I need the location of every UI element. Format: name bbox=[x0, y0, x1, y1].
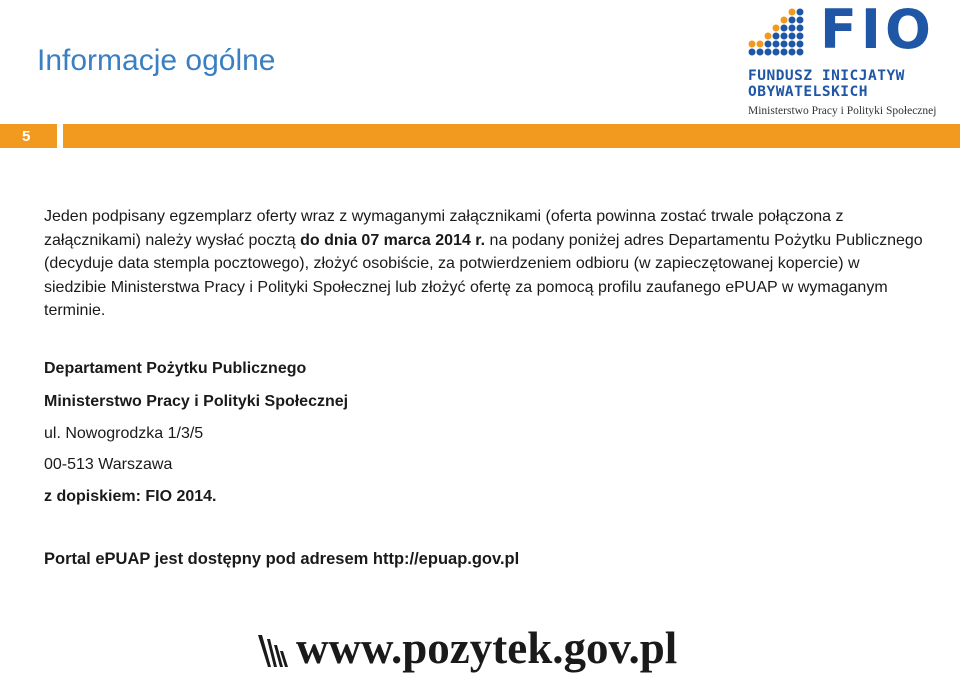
header-bar-divider bbox=[57, 124, 63, 148]
fio-logo bbox=[744, 0, 944, 122]
page-title: Informacje ogólne bbox=[37, 44, 276, 77]
page-number: 5 bbox=[22, 128, 31, 145]
logo-fio-text: FIO bbox=[820, 0, 935, 61]
address-street: ul. Nowogrodzka 1/3/5 bbox=[44, 425, 204, 442]
logo-line-1: FUNDUSZ INICJATYW bbox=[748, 68, 905, 84]
address-city: 00-513 Warszawa bbox=[44, 456, 173, 473]
fio-dots-icon bbox=[744, 8, 816, 60]
pozytek-hand-icon bbox=[254, 633, 292, 671]
deadline-text: do dnia 07 marca 2014 r. bbox=[300, 231, 486, 249]
footer-url: www.pozytek.gov.pl bbox=[296, 623, 678, 673]
instructions-paragraph bbox=[44, 205, 924, 323]
address-annotation: z dopiskiem: FIO 2014. bbox=[44, 488, 217, 505]
address-ministry: Ministerstwo Pracy i Polityki Społecznej bbox=[44, 393, 349, 410]
portal-info: Portal ePUAP jest dostępny pod adresem http://epuap.gov.pl bbox=[44, 550, 520, 568]
logo-line-3: Ministerstwo Pracy i Polityki Społecznej bbox=[748, 105, 937, 117]
paragraph-text-start: Jeden podpisany egzemplarz oferty wraz z wymaganymi załącznikami (oferta powinna zostać trwale połączona z załącznikami) należy wysłać pocztą bbox=[44, 208, 844, 249]
paragraph-text-end: na podany poniżej adres Departamentu Pożytku Publicznego (decyduje data stempla pocztowego), złożyć osobiście, za potwierdzeniem odbioru (w zapieczętowanej kopercie) w siedzibie Ministerstwa Pracy i Polityki Społecznej lub złożyć ofertę za pomocą profilu zaufanego ePUAP w wymaganym terminie. bbox=[44, 231, 923, 319]
address-department: Departament Pożytku Publicznego bbox=[44, 360, 307, 377]
logo-line-2: OBYWATELSKICH bbox=[748, 84, 868, 100]
header-bar bbox=[0, 124, 960, 148]
